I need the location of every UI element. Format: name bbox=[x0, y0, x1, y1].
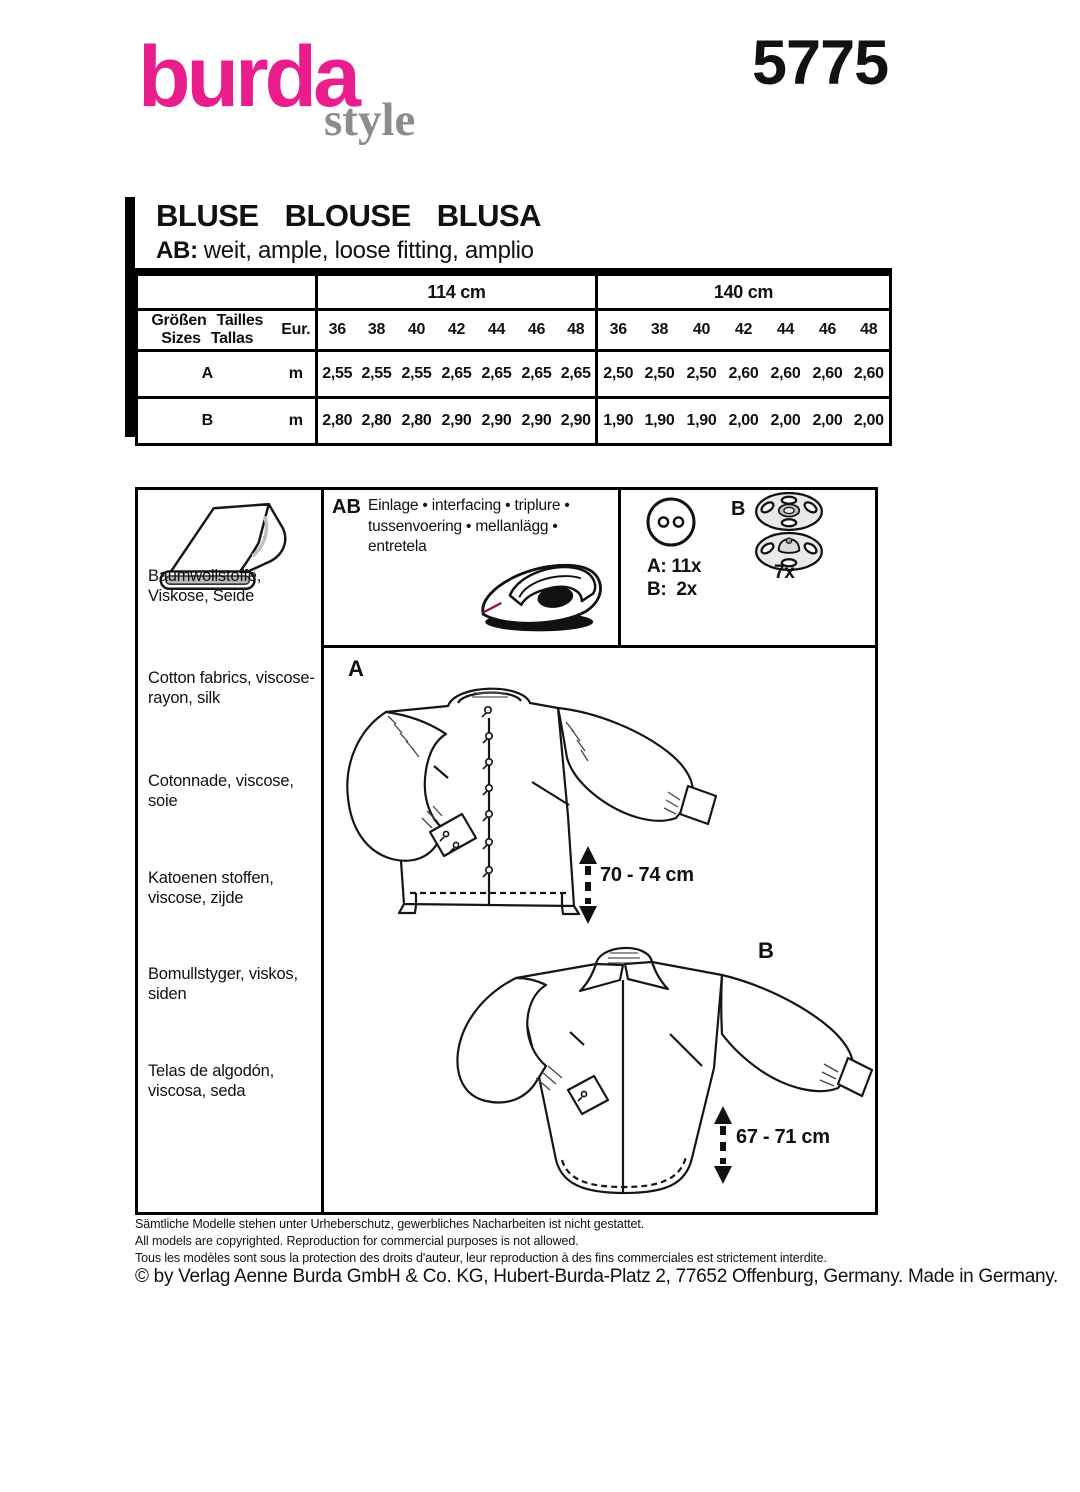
yardage-cell: 2,80 bbox=[317, 398, 357, 445]
view-a-length: 70 - 74 cm bbox=[600, 864, 694, 886]
snaps-count: 7x bbox=[774, 562, 795, 583]
snaps-view-label: B bbox=[731, 498, 746, 520]
technical-drawings bbox=[324, 648, 875, 1209]
yardage-cell: 2,65 bbox=[477, 351, 517, 398]
yardage-cell: 2,50 bbox=[639, 351, 681, 398]
size-col: 44 bbox=[477, 310, 517, 351]
yardage-cell: 2,00 bbox=[723, 398, 765, 445]
material-text-en: Cotton fabrics, viscose-rayon, silk bbox=[148, 669, 315, 708]
buttons-snaps-cell bbox=[621, 490, 875, 645]
copyright-line-en: All models are copyrighted. Reproduction for commercial purposes is not allowed. bbox=[135, 1234, 579, 1248]
iron-icon bbox=[472, 546, 614, 641]
fit-views-label: AB: bbox=[156, 237, 198, 264]
interfacing-line: tussenvoering • mellanlägg • bbox=[368, 517, 558, 535]
size-col: 48 bbox=[557, 310, 597, 351]
yardage-cell: 2,00 bbox=[765, 398, 807, 445]
view-a-label: A bbox=[348, 656, 364, 681]
copyright-line-de: Sämtliche Modelle stehen unter Urheberschutz, gewerbliches Nacharbeiten ist nicht gestattet. bbox=[135, 1217, 645, 1231]
button-count-b: B: 2x bbox=[647, 579, 697, 600]
publisher-copyright: © by Verlag Aenne Burda GmbH & Co. KG, Hubert-Burda-Platz 2, 77652 Offenburg, Germany. Made in Germany. bbox=[135, 1266, 1059, 1287]
size-col: 42 bbox=[437, 310, 477, 351]
material-text-de: Baumwollstoffe, Viskose, Seide bbox=[148, 567, 262, 606]
yardage-cell: 2,90 bbox=[517, 398, 557, 445]
yardage-table bbox=[135, 268, 892, 446]
yardage-cell: 2,60 bbox=[849, 351, 891, 398]
notions-row bbox=[324, 490, 875, 648]
size-col: 38 bbox=[639, 310, 681, 351]
yardage-cell: 2,60 bbox=[723, 351, 765, 398]
table-row bbox=[137, 351, 891, 398]
view-b-length: 67 - 71 cm bbox=[736, 1126, 830, 1148]
fit-text: weit, ample, loose fitting, amplio bbox=[203, 237, 534, 264]
yardage-cell: 2,00 bbox=[849, 398, 891, 445]
size-label-line2: Sizes Tallas bbox=[161, 330, 254, 347]
button-count-a: A: 11x bbox=[647, 556, 702, 577]
main-panel bbox=[135, 487, 878, 1215]
size-col: 40 bbox=[681, 310, 723, 351]
yardage-cell: 2,55 bbox=[357, 351, 397, 398]
yardage-cell: 2,90 bbox=[477, 398, 517, 445]
size-col: 40 bbox=[397, 310, 437, 351]
table-corner-cell bbox=[137, 272, 317, 310]
unit-header: Eur. bbox=[277, 310, 317, 351]
yardage-cell: 2,00 bbox=[807, 398, 849, 445]
yardage-cell: 2,60 bbox=[765, 351, 807, 398]
interfacing-cell bbox=[324, 490, 621, 645]
size-col: 38 bbox=[357, 310, 397, 351]
style-logo: style bbox=[324, 94, 416, 146]
yardage-cell: 2,65 bbox=[557, 351, 597, 398]
yardage-cell: 1,90 bbox=[681, 398, 723, 445]
yardage-cell: 2,55 bbox=[317, 351, 357, 398]
burda-logo: burda bbox=[138, 29, 357, 125]
blouse-b-drawing bbox=[457, 948, 872, 1193]
yardage-cell: 2,80 bbox=[397, 398, 437, 445]
snap-fasteners-icon bbox=[752, 492, 826, 572]
yardage-cell: 2,50 bbox=[681, 351, 723, 398]
size-col: 36 bbox=[597, 310, 639, 351]
yardage-cell: 2,65 bbox=[517, 351, 557, 398]
unit-cell: m bbox=[277, 351, 317, 398]
size-col: 42 bbox=[723, 310, 765, 351]
title-word-es: BLUSA bbox=[436, 198, 542, 233]
title-word-en: BLOUSE bbox=[284, 198, 411, 233]
yardage-cell: 2,90 bbox=[437, 398, 477, 445]
size-col: 36 bbox=[317, 310, 357, 351]
length-arrow-icon bbox=[579, 846, 597, 924]
width-group-140: 140 cm bbox=[713, 281, 774, 302]
interfacing-views-label: AB bbox=[332, 496, 361, 518]
technical-drawing-svg bbox=[324, 648, 875, 1209]
material-text-sv: Bomullstyger, viskos, siden bbox=[148, 965, 298, 1004]
interfacing-line: Einlage • interfacing • triplure • bbox=[368, 497, 570, 514]
size-col: 46 bbox=[517, 310, 557, 351]
interfacing-line: entretela bbox=[368, 538, 427, 556]
title-word-de: BLUSE bbox=[156, 198, 259, 233]
size-col: 48 bbox=[849, 310, 891, 351]
title-accent-bar bbox=[125, 197, 135, 437]
yardage-cell: 2,50 bbox=[597, 351, 639, 398]
yardage-cell: 2,55 bbox=[397, 351, 437, 398]
yardage-cell: 2,60 bbox=[807, 351, 849, 398]
view-b-row-label: B bbox=[137, 398, 277, 445]
yardage-cell: 2,90 bbox=[557, 398, 597, 445]
material-text-es: Telas de algodón, viscosa, seda bbox=[148, 1062, 274, 1101]
yardage-cell: 2,80 bbox=[357, 398, 397, 445]
size-col: 46 bbox=[807, 310, 849, 351]
page-title bbox=[156, 198, 567, 234]
material-text-fr: Cotonnade, viscose, soie bbox=[148, 772, 294, 811]
copyright-line-fr: Tous les modèles sont sous la protection des droits d'auteur, leur reproduction à des fins commerciales est strictement interdite. bbox=[135, 1251, 827, 1265]
view-a-row-label: A bbox=[137, 351, 277, 398]
pattern-number: 5775 bbox=[752, 28, 889, 98]
view-b-label: B bbox=[758, 938, 774, 963]
yardage-cell: 1,90 bbox=[639, 398, 681, 445]
size-col: 44 bbox=[765, 310, 807, 351]
unit-cell: m bbox=[277, 398, 317, 445]
length-arrow-icon bbox=[714, 1106, 732, 1184]
yardage-cell: 2,65 bbox=[437, 351, 477, 398]
table-row bbox=[137, 398, 891, 445]
button-icon bbox=[645, 496, 697, 548]
materials-column bbox=[138, 490, 324, 1212]
fit-description bbox=[156, 237, 534, 265]
size-row-label bbox=[137, 310, 277, 351]
material-text-nl: Katoenen stoffen, viscose, zijde bbox=[148, 869, 274, 908]
yardage-cell: 1,90 bbox=[597, 398, 639, 445]
size-label-line1: Größen Tailles bbox=[151, 311, 264, 329]
width-group-114: 114 cm bbox=[317, 272, 597, 310]
